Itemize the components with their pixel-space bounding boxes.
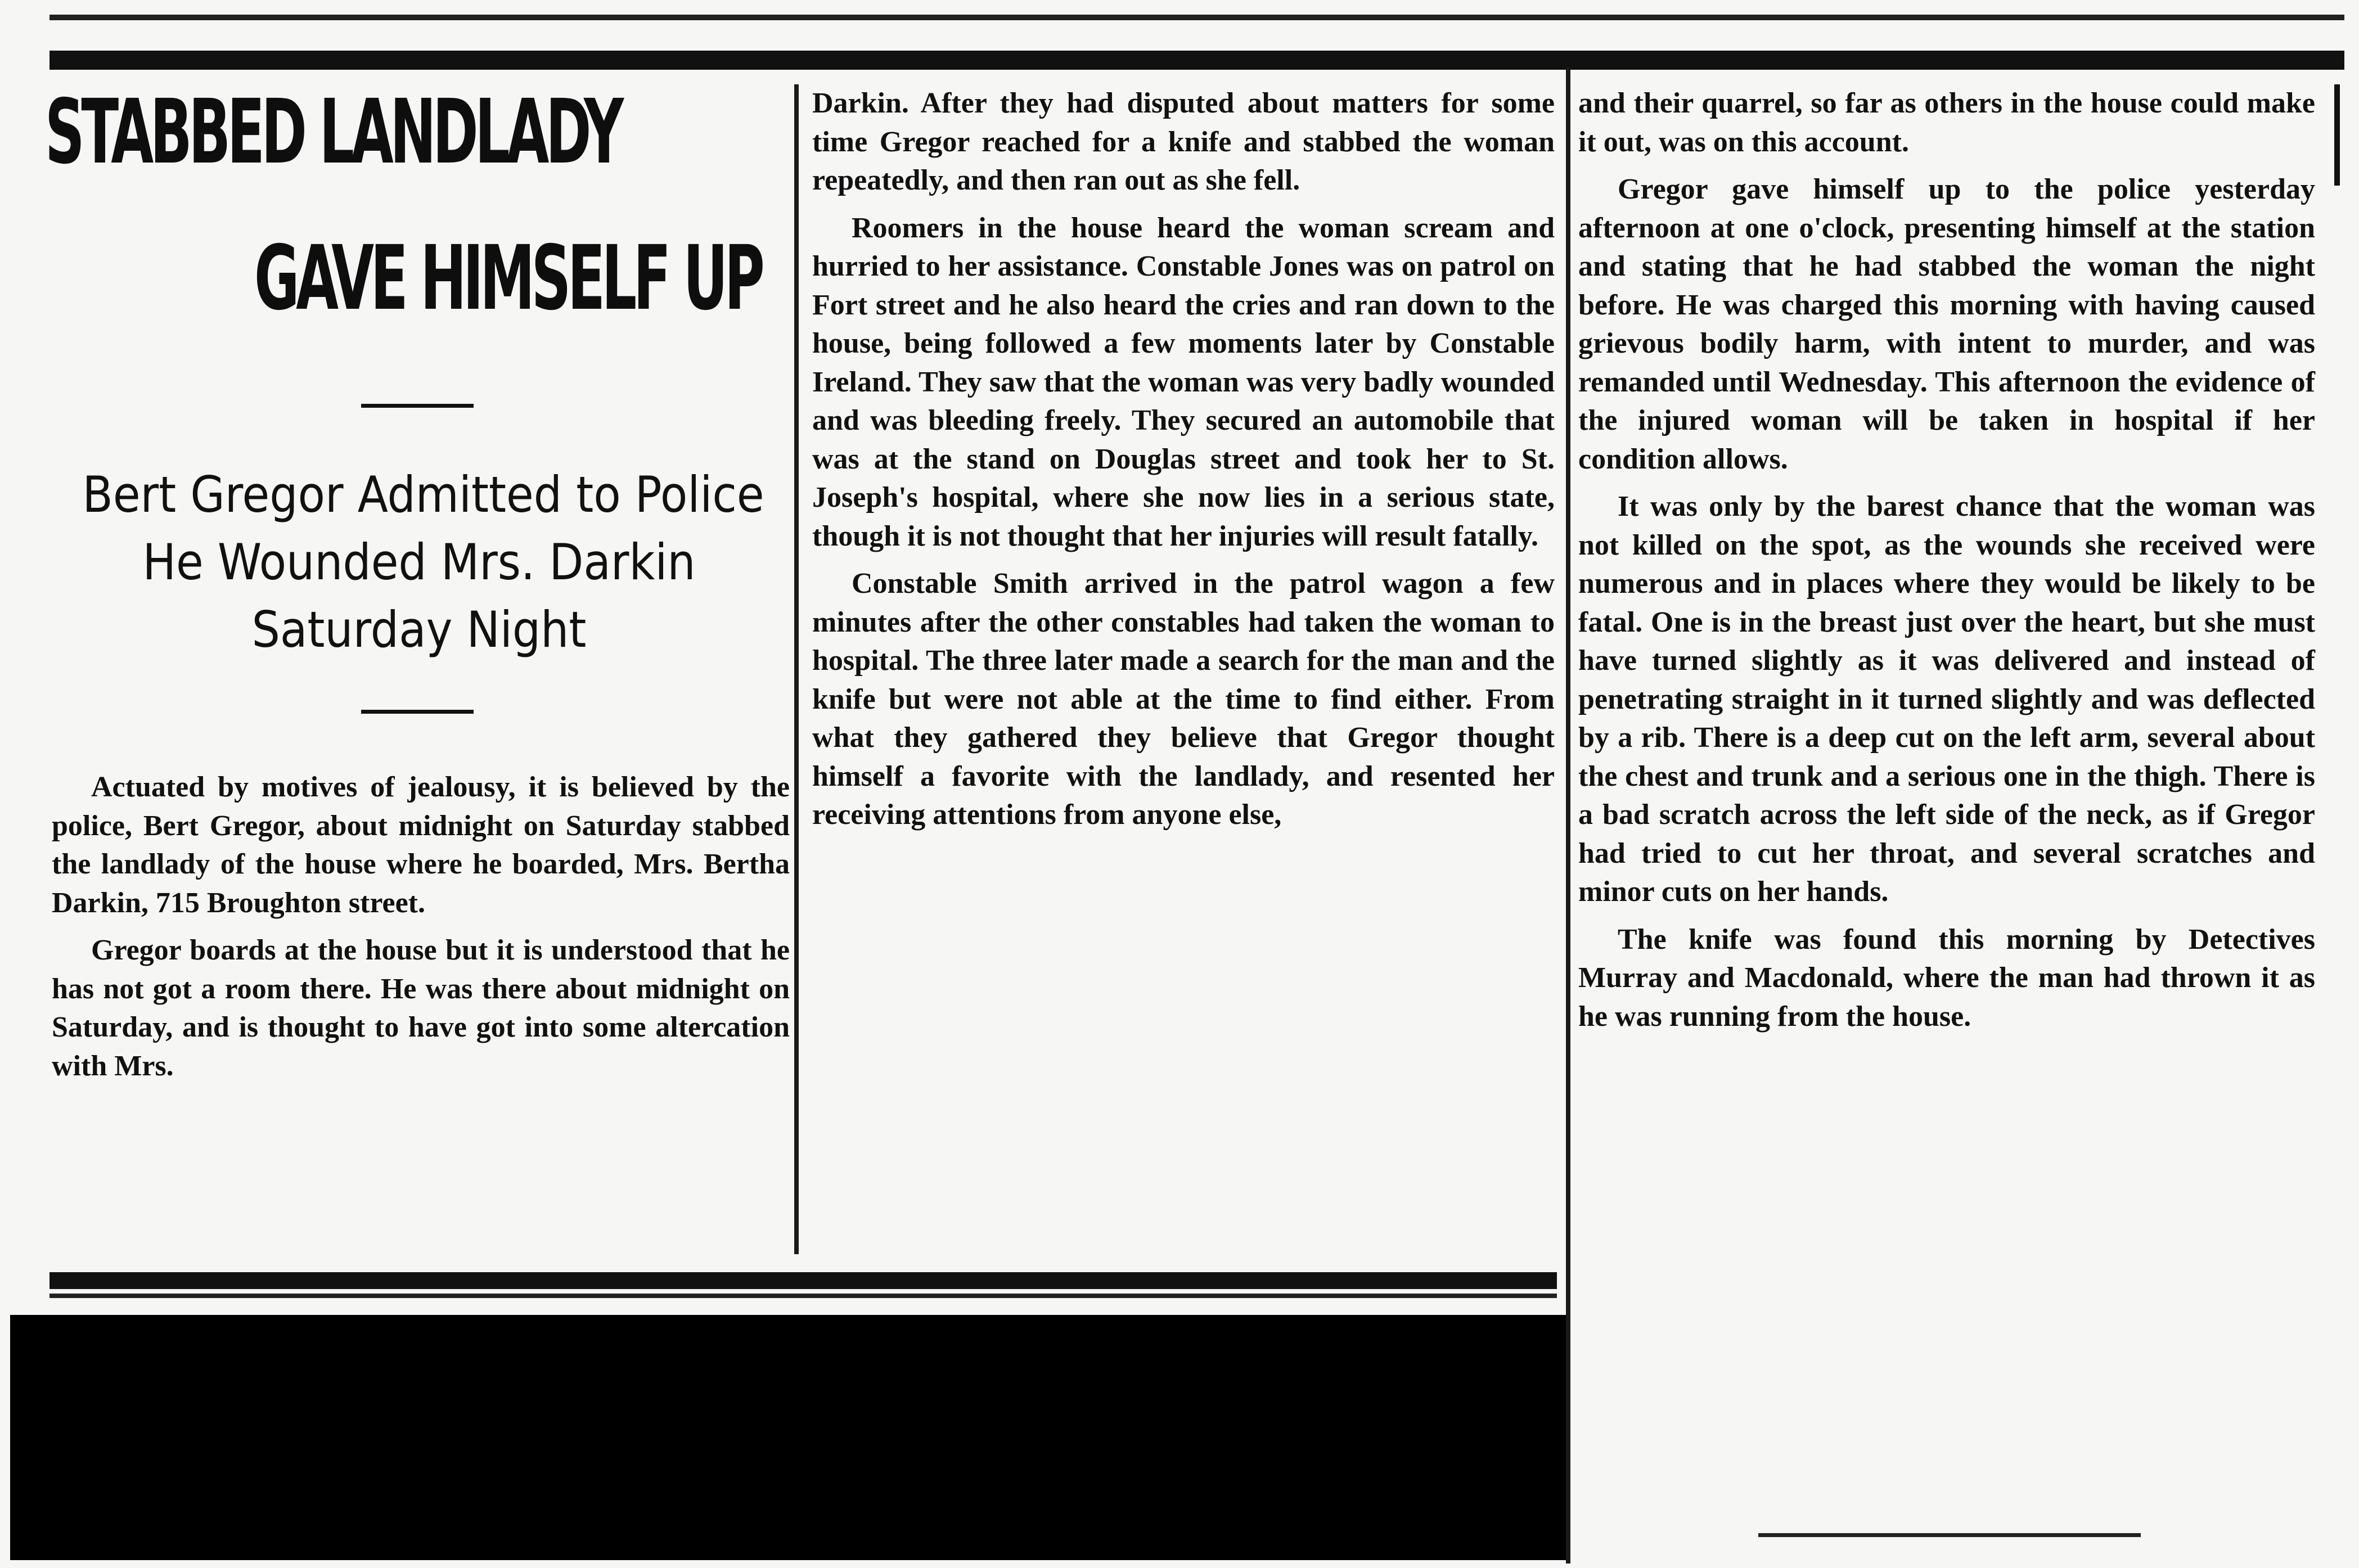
column-3 xyxy=(1578,84,2315,1036)
deck-line-1: Bert Gregor Admitted to Police xyxy=(82,466,764,524)
column-1 xyxy=(52,768,790,1085)
column-1-paragraph-2: Gregor boards at the house but it is understood that he has not got a room there. He was there about midnight on Saturday, and is thought to have got into some altercation with Mrs. xyxy=(52,934,790,1082)
article-end-rule xyxy=(1758,1533,2141,1537)
column-3-paragraph-4: The knife was found this morning by Detectives Murray and Macdonald, where the man had thrown it as he was running from the house. xyxy=(1578,923,2315,1033)
column-1-paragraph-1: Actuated by motives of jealousy, it is believed by the police, Bert Gregor, about midnight on Saturday stabbed the landlady of the house where he boarded, Mrs. Bertha Darkin, 715 Broughton street. xyxy=(52,771,790,919)
column-3-paragraph-3: It was only by the barest chance that the woman was not killed on the spot, as the wounds she received were numerous and in places where they would be likely to be fatal. One is in the breast just over the heart, but she must have turned slightly as it was delivered and instead of penetrating straight in it turned slightly and was deflected by a rib. There is a deep cut on the left arm, several about the chest and trunk and a serious one in the thigh. There is a bad scratch across the left side of the neck, as if Gregor had tried to cut her throat, and several scratches and minor cuts on her hands. xyxy=(1578,490,2315,908)
column-rule-2 xyxy=(1566,67,1570,1564)
column-2-paragraph-2: Roomers in the house heard the woman scream and hurried to her assistance. Constable Jones was on patrol on Fort street and he also heard the cries and ran down to the house, being followed a few moments later by Constable Ireland. They saw that the woman was very badly wounded and was bleeding freely. They secured an automobile that was at the stand on Douglas street and took her to St. Joseph's hospital, where she now lies in a serious state, though it is not thought that her injuries will result fatally. xyxy=(812,211,1555,552)
top-thin-rule xyxy=(49,15,2344,20)
column-3-paragraph-1: and their quarrel, so far as others in the house could make it out, was on this account. xyxy=(1578,87,2315,158)
bottom-thin-rule xyxy=(49,1294,1557,1298)
headline-line-2: GAVE HIMSELF UP xyxy=(254,227,762,330)
top-heavy-rule xyxy=(49,51,2344,70)
subheadline xyxy=(45,461,793,664)
bottom-heavy-rule xyxy=(49,1272,1557,1289)
headline-divider xyxy=(361,404,474,408)
column-2 xyxy=(812,84,1555,835)
deck-divider xyxy=(361,710,474,714)
edge-mark xyxy=(2334,84,2357,186)
column-2-paragraph-1: Darkin. After they had disputed about matters for some time Gregor reached for a knife and stabbed the woman repeatedly, and then ran out as she fell. xyxy=(812,87,1555,196)
deck-line-3: Saturday Night xyxy=(251,601,587,659)
headline-line-1: STABBED LANDLADY xyxy=(45,80,620,184)
deck-line-2: He Wounded Mrs. Darkin xyxy=(142,533,696,591)
column-2-paragraph-3: Constable Smith arrived in the patrol wagon a few minutes after the other constables had taken the woman to hospital. The three later made a search for the man and the knife but were not able at the time to find either. From what they gathered they believe that Gregor thought himself a favorite with the landlady, and resented her receiving attentions from anyone else, xyxy=(812,567,1555,831)
blacked-out-area xyxy=(10,1315,1566,1560)
column-3-paragraph-2: Gregor gave himself up to the police yesterday afternoon at one o'clock, presenting himself at the station and stating that he had stabbed the woman the night before. He was charged this morning with having caused grievous bodily harm, with intent to murder, and was remanded until Wednesday. This afternoon the evidence of the injured woman will be taken in hospital if her condition allows. xyxy=(1578,173,2315,475)
column-rule-1 xyxy=(794,84,799,1254)
